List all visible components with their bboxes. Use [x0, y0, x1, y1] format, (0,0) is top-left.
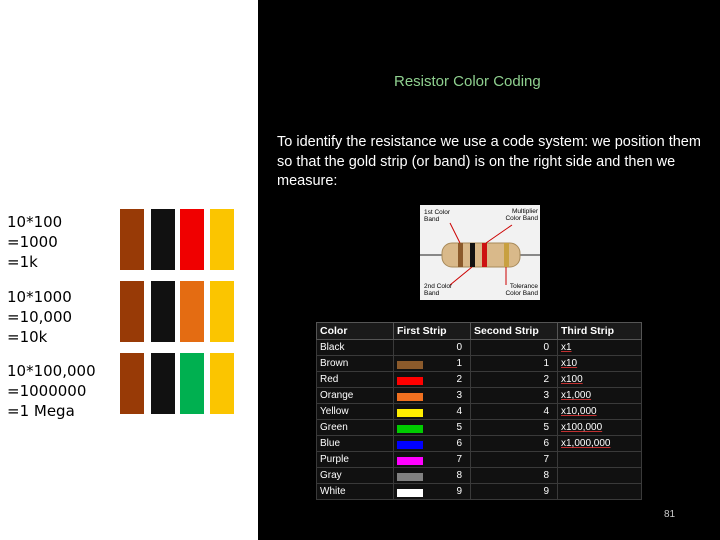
table-body [317, 340, 642, 500]
first-strip-cell [394, 356, 471, 372]
color-name-cell [317, 388, 394, 404]
example-line: =10,000 [7, 308, 73, 326]
cell-text: Orange [320, 390, 354, 401]
column-header: Second Strip [471, 323, 558, 340]
second-strip-cell [471, 436, 558, 452]
table-row [317, 468, 642, 484]
cell-text: 3 [543, 390, 549, 401]
column-header: Third Strip [558, 323, 642, 340]
example-1-band-2 [151, 209, 175, 270]
first-strip-cell [394, 340, 471, 356]
cell-text: 5 [456, 422, 462, 433]
first-color-band-label: 1st Color Band [424, 209, 451, 223]
color-swatch [397, 425, 423, 433]
first-strip-cell [394, 372, 471, 388]
third-strip-cell [558, 452, 642, 468]
example-1-band-4 [210, 209, 234, 270]
table-row [317, 404, 642, 420]
cell-text: x1,000,000 [561, 438, 611, 449]
example-2-band-2 [151, 281, 175, 342]
cell-text: Gray [320, 470, 342, 481]
first-strip-cell [394, 452, 471, 468]
example-line: =1k [7, 253, 38, 271]
cell-text: x100,000 [561, 422, 603, 433]
color-swatch [397, 345, 423, 353]
cell-text: Black [320, 342, 345, 353]
example-line: =1000000 [7, 382, 87, 400]
cell-text: 5 [543, 422, 549, 433]
third-strip-cell [558, 340, 642, 356]
color-swatch [397, 441, 423, 449]
example-1-calculation [7, 212, 62, 272]
cell-text: x1,000 [561, 390, 592, 401]
cell-text: Blue [320, 438, 341, 449]
example-3-band-4 [210, 353, 234, 414]
example-2-band-4 [210, 281, 234, 342]
example-3-calculation [7, 361, 96, 421]
third-strip-cell [558, 420, 642, 436]
example-line: =10k [7, 328, 48, 346]
table-row [317, 436, 642, 452]
cell-text: 2 [543, 374, 549, 385]
first-strip-cell [394, 388, 471, 404]
cell-text: x100 [561, 374, 583, 385]
cell-text: 6 [456, 438, 462, 449]
page-number: 81 [664, 509, 676, 520]
third-strip-cell [558, 388, 642, 404]
cell-text: Red [320, 374, 339, 385]
third-strip-cell [558, 468, 642, 484]
cell-text: Yellow [320, 406, 349, 417]
example-1-band-3 [180, 209, 204, 270]
cell-text: Purple [320, 454, 349, 465]
example-line: 10*1000 [7, 288, 72, 306]
second-strip-cell [471, 420, 558, 436]
cell-text: x10,000 [561, 406, 597, 417]
color-name-cell [317, 404, 394, 420]
cell-text: 0 [543, 342, 549, 353]
first-strip-cell [394, 420, 471, 436]
example-line: =1000 [7, 233, 58, 251]
color-name-cell [317, 484, 394, 500]
second-strip-cell [471, 404, 558, 420]
second-strip-cell [471, 356, 558, 372]
table-row [317, 388, 642, 404]
third-strip-cell [558, 404, 642, 420]
example-1-band-1 [120, 209, 144, 270]
color-swatch [397, 473, 423, 481]
color-name-cell [317, 436, 394, 452]
second-strip-cell [471, 484, 558, 500]
second-strip-cell [471, 340, 558, 356]
color-name-cell [317, 372, 394, 388]
example-line: =1 Mega [7, 402, 75, 420]
cell-text: 8 [543, 470, 549, 481]
color-name-cell [317, 340, 394, 356]
second-strip-cell [471, 468, 558, 484]
color-name-cell [317, 420, 394, 436]
cell-text: 1 [456, 358, 462, 369]
third-strip-cell [558, 372, 642, 388]
cell-text: 4 [543, 406, 549, 417]
cell-text: 1 [543, 358, 549, 369]
color-swatch [397, 457, 423, 465]
cell-text: 3 [456, 390, 462, 401]
table-row [317, 356, 642, 372]
table-header-row [317, 323, 642, 340]
example-line: 10*100,000 [7, 362, 96, 380]
tolerance-color-band-label: Tolerance Color Band [505, 283, 538, 297]
cell-text: White [320, 486, 346, 497]
cell-text: 8 [456, 470, 462, 481]
cell-text: 2 [456, 374, 462, 385]
third-strip-cell [558, 484, 642, 500]
second-color-band-label: 2nd Color Band [424, 283, 453, 297]
cell-text: 7 [456, 454, 462, 465]
multiplier-color-band-label: Multiplier Color Band [505, 208, 538, 222]
cell-text: Brown [320, 358, 349, 369]
color-swatch [397, 409, 423, 417]
intro-paragraph: To identify the resistance we use a code system: we position them so that the gold strip (or band) is on the right side and then we measure: [277, 134, 701, 189]
example-3-band-2 [151, 353, 175, 414]
cell-text: 4 [456, 406, 462, 417]
color-name-cell [317, 356, 394, 372]
example-3-band-3 [180, 353, 204, 414]
table-row [317, 340, 642, 356]
cell-text: 9 [456, 486, 462, 497]
column-header: Color [317, 323, 394, 340]
third-strip-cell [558, 356, 642, 372]
color-code-table [316, 322, 642, 500]
cell-text: 7 [543, 454, 549, 465]
first-strip-cell [394, 484, 471, 500]
example-line: 10*100 [7, 213, 63, 231]
example-2-band-3 [180, 281, 204, 342]
color-swatch [397, 489, 423, 497]
first-strip-cell [394, 404, 471, 420]
example-2-band-1 [120, 281, 144, 342]
first-strip-cell [394, 468, 471, 484]
first-strip-cell [394, 436, 471, 452]
table-row [317, 452, 642, 468]
cell-text: Green [320, 422, 348, 433]
second-strip-cell [471, 372, 558, 388]
table-row [317, 420, 642, 436]
second-strip-cell [471, 388, 558, 404]
cell-text: x10 [561, 358, 578, 369]
cell-text: x1 [561, 342, 572, 353]
color-swatch [397, 361, 423, 369]
cell-text: 6 [543, 438, 549, 449]
example-3-band-1 [120, 353, 144, 414]
slide-title: Resistor Color Coding [394, 73, 541, 90]
color-swatch [397, 393, 423, 401]
third-strip-cell [558, 436, 642, 452]
cell-text: 9 [543, 486, 549, 497]
color-name-cell [317, 452, 394, 468]
cell-text: 0 [456, 342, 462, 353]
second-strip-cell [471, 452, 558, 468]
table-row [317, 372, 642, 388]
column-header: First Strip [394, 323, 471, 340]
color-name-cell [317, 468, 394, 484]
color-swatch [397, 377, 423, 385]
resistor-photo [420, 205, 540, 300]
example-2-calculation [7, 287, 72, 347]
left-panel [0, 0, 258, 540]
table-row [317, 484, 642, 500]
